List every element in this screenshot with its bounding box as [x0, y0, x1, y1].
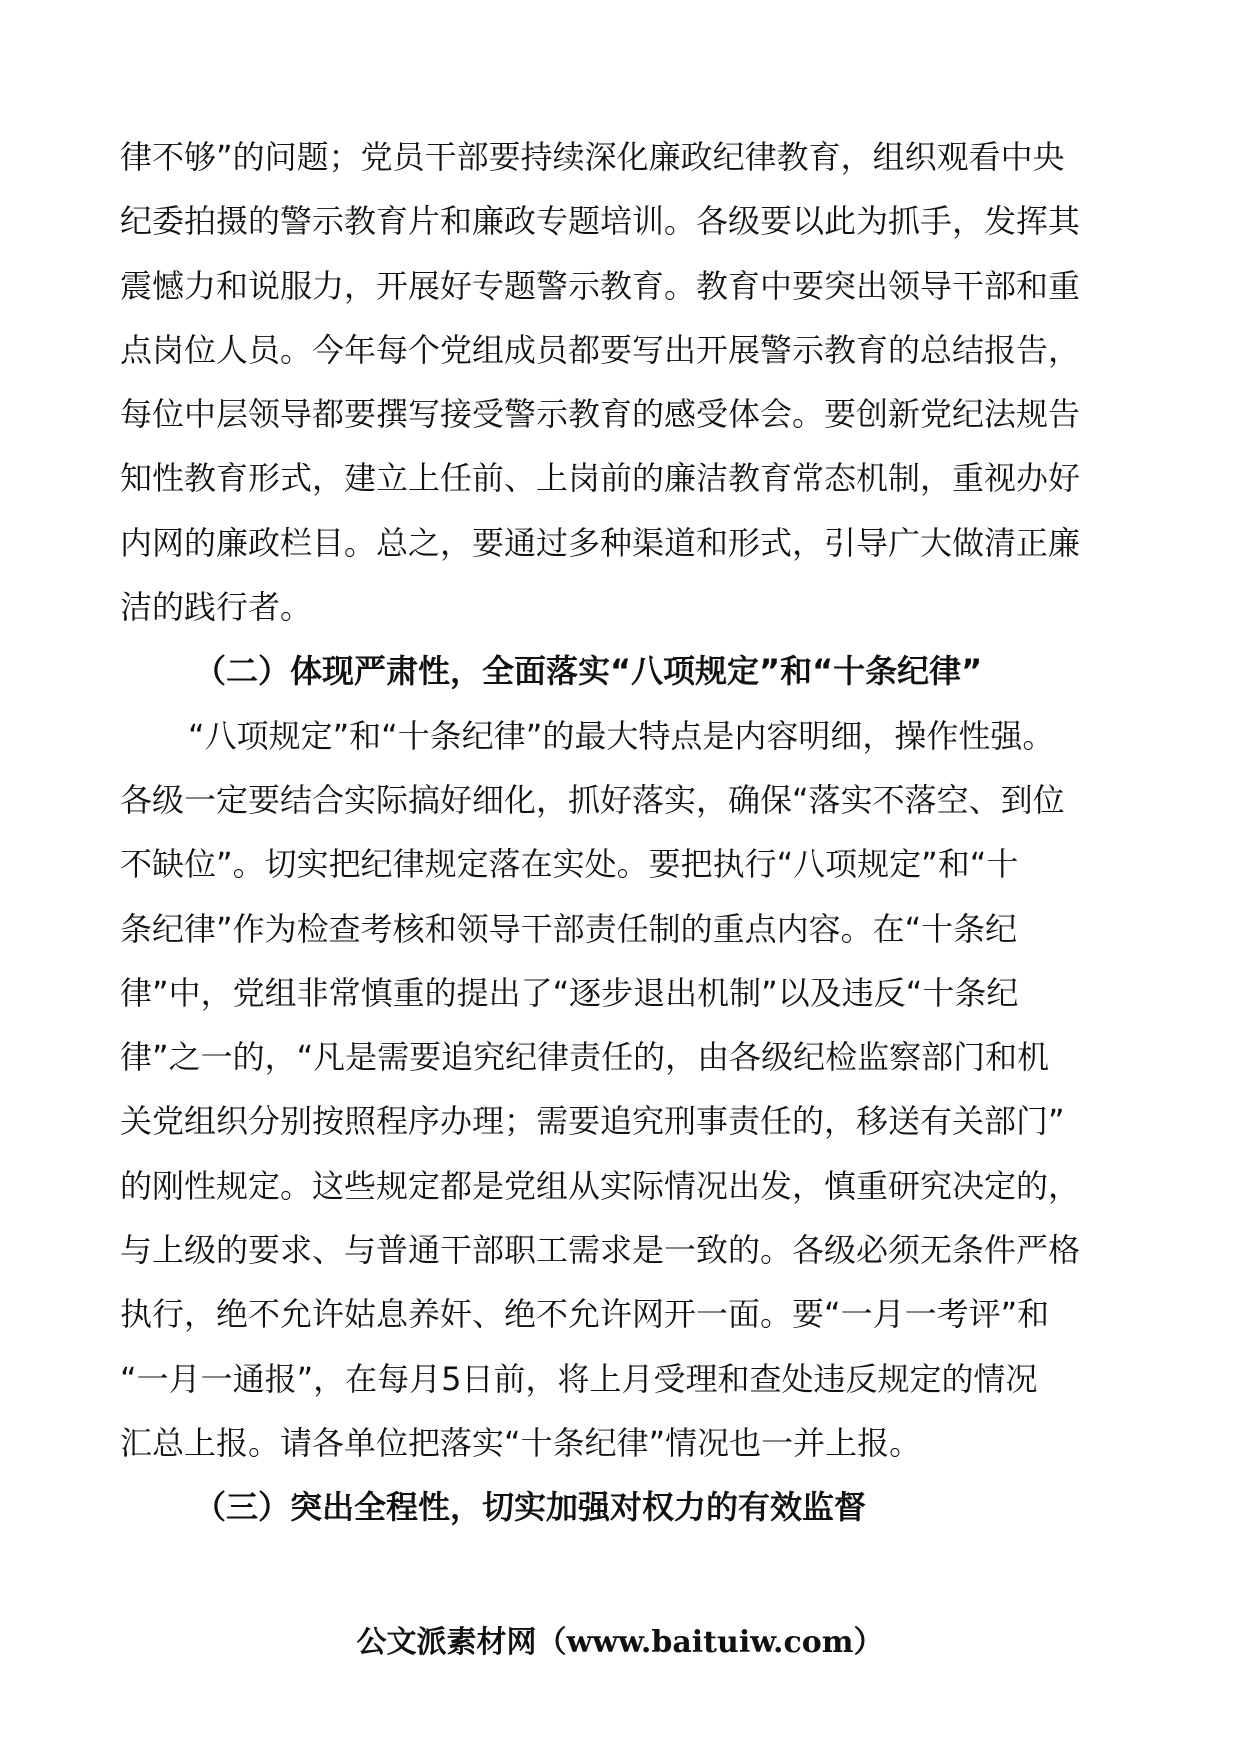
paragraph-line: 知性教育形式，建立上任前、上岗前的廉洁教育常态机制，重视办好	[120, 459, 1081, 498]
paragraph-line: 律不够”的问题；党员干部要持续深化廉政纪律教育，组织观看中央	[120, 138, 1065, 176]
footer-watermark: 公文派素材网（www.baituiw.com）	[356, 1625, 884, 1660]
paragraph-line: 律”之一的，“凡是需要追究纪律责任的，由各级纪检监察部门和机	[120, 1038, 1050, 1077]
paragraph-line: 洁的践行者。	[120, 588, 313, 627]
paragraph-line: 汇总上报。请各单位把落实“十条纪律”情况也一并上报。	[120, 1423, 922, 1462]
paragraph-line: 与上级的要求、与普通干部职工需求是一致的。各级必须无条件严格	[120, 1231, 1081, 1270]
paragraph-line: 的刚性规定。这些规定都是党组从实际情况出发，慎重研究决定的，	[120, 1166, 1081, 1205]
paragraph-line: “一月一通报”，在每月5日前，将上月受理和查处违反规定的情况	[120, 1359, 1038, 1398]
paragraph-line: 条纪律”作为检查考核和领导干部责任制的重点内容。在“十条纪	[120, 909, 1018, 948]
document-body	[120, 125, 1120, 1540]
paragraph-line: 点岗位人员。今年每个党组成员都要写出开展警示教育的总结报告，	[120, 330, 1081, 369]
paragraph-line: 每位中层领导都要撰写接受警示教育的感受体会。要创新党纪法规告	[120, 395, 1081, 434]
paragraph-line: 不缺位”。切实把纪律规定落在实处。要把执行“八项规定”和“十	[120, 845, 1019, 884]
paragraph-line: 执行，绝不允许姑息养奸、绝不允许网开一面。要“一月一考评”和	[120, 1295, 1050, 1334]
paragraph-line: 内网的廉政栏目。总之，要通过多种渠道和形式，引导广大做清正廉	[120, 523, 1081, 562]
section-heading-2: （二）体现严肃性，全面落实“八项规定”和“十条纪律”	[194, 652, 983, 691]
section-heading-3: （三）突出全程性，切实加强对权力的有效监督	[194, 1488, 867, 1527]
paragraph-line: 关党组织分别按照程序办理；需要追究刑事责任的，移送有关部门”	[120, 1102, 1065, 1141]
paragraph-line: 各级一定要结合实际搞好细化，抓好落实，确保“落实不落空、到位	[120, 780, 1065, 819]
paragraph-line: 纪委拍摄的警示教育片和廉政专题培训。各级要以此为抓手，发挥其	[120, 202, 1081, 241]
paragraph-line: “八项规定”和“十条纪律”的最大特点是内容明细，操作性强。	[188, 716, 1055, 755]
paragraph-line: 震憾力和说服力，开展好专题警示教育。教育中要突出领导干部和重	[120, 266, 1081, 305]
paragraph-line: 律”中，党组非常慎重的提出了“逐步退出机制”以及违反“十条纪	[120, 973, 1019, 1012]
